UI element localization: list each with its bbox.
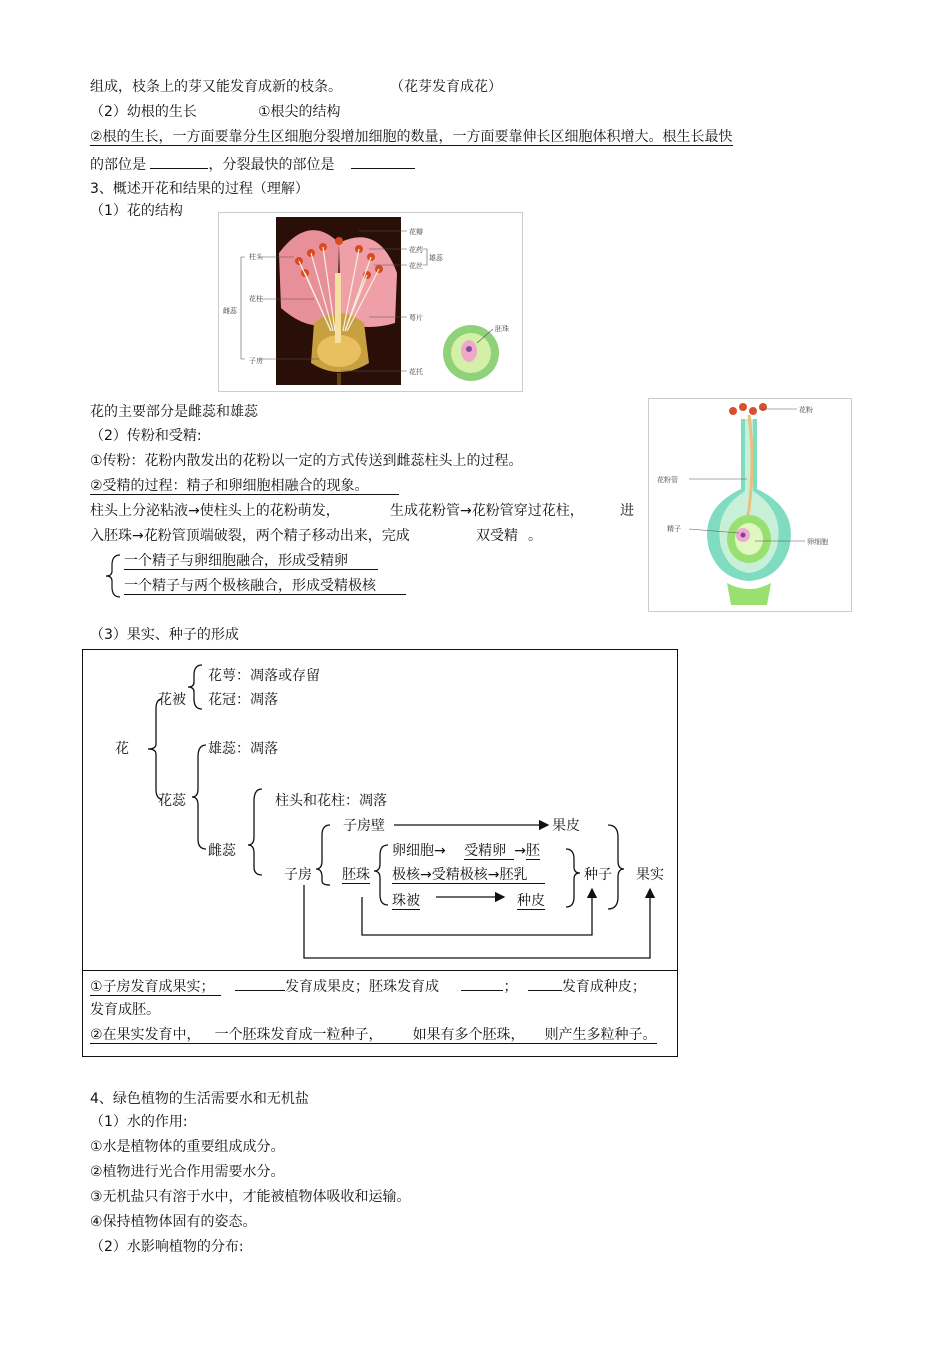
- diagram-node-huaguan: 花冠：凋落: [208, 692, 278, 708]
- label-zifang: 子房: [249, 357, 263, 365]
- diagram-node-zhongpi: 种皮: [517, 893, 545, 909]
- label-huazhu: 花柱: [249, 295, 263, 303]
- text-line: ①根尖的结构: [258, 104, 341, 120]
- blank: [235, 976, 285, 991]
- text-line: ①传粉：花粉内散发出的花粉以一定的方式传送到雌蕊柱头上的过程。: [90, 453, 523, 469]
- text-line: 生成花粉管→花粉管穿过花柱，: [390, 503, 584, 519]
- diagram-node-zifang: 子房: [284, 867, 312, 883]
- diagram-node-zifangbi: 子房壁: [343, 818, 385, 834]
- underlined-text: 一个胚珠发育成一粒种子，: [201, 1027, 383, 1044]
- text-line: ③无机盐只有溶于水中，才能被植物体吸收和运输。: [90, 1189, 411, 1205]
- pollen-tube-figure: [648, 398, 852, 612]
- diagram-node-huabei: 花被: [158, 692, 186, 708]
- blank: [150, 154, 208, 169]
- underlined-text: 一个精子与两个极核融合，形成受精极核: [124, 578, 406, 595]
- flower-structure-figure: [218, 212, 523, 392]
- underlined-text: 胚: [525, 843, 540, 859]
- blank: [461, 976, 503, 991]
- box-line: [90, 976, 646, 996]
- diagram-node-zhutou: 柱头和花柱：凋落: [275, 793, 387, 809]
- underlined-text: ②在果实发育中，: [90, 1027, 201, 1043]
- label-xiongrui: 雄蕊: [429, 254, 443, 262]
- text-line: 柱头上分泌粘液→使柱头上的花粉萌发，: [90, 503, 340, 519]
- text-fragment: 卵细胞→: [392, 843, 446, 859]
- text-line: 入胚珠→花粉管顶端破裂，两个精子移动出来，完成: [90, 528, 410, 544]
- label-zhutou: 柱头: [249, 253, 263, 261]
- underlined-text: ②根的生长，一方面要靠分生区细胞分裂增加细胞的数量，一方面要靠伸长区细胞体积增大。根生长最快: [90, 129, 733, 145]
- blank: [528, 976, 562, 991]
- text-line: ④保持植物体固有的姿态。: [90, 1214, 257, 1230]
- text-line: [90, 154, 415, 174]
- diagram-node-huae: 花萼：凋落或存留: [208, 668, 320, 684]
- diagram-node-xiongrui: 雄蕊：凋落: [208, 741, 278, 757]
- text-line: [90, 477, 399, 495]
- text-line: [124, 552, 378, 570]
- label-jingzi: 精子: [667, 525, 681, 533]
- label-huaban: 花瓣: [409, 228, 423, 236]
- section-heading: 3、概述开花和结果的过程（理解）: [90, 181, 309, 197]
- diagram-node-peizhu: 胚珠: [342, 867, 370, 883]
- underlined-text: 如果有多个胚珠，: [383, 1027, 525, 1044]
- text-line: （1）花的结构: [90, 203, 183, 219]
- underlined-text: 则产生多粒种子。: [525, 1027, 657, 1044]
- diagram-node-hua: 花: [115, 741, 129, 757]
- text-fragment: 的部位是: [90, 157, 146, 173]
- text-line: （花芽发育成花）: [390, 79, 502, 95]
- text-line: 组成，枝条上的芽又能发育成新的枝条。: [90, 79, 342, 95]
- text-line: ①水是植物体的重要组成成分。: [90, 1139, 285, 1155]
- diagram-node-jihe: 极核→受精极核→胚乳: [392, 866, 545, 884]
- text-line: （2）水影响植物的分布:: [90, 1239, 244, 1255]
- text-line: （2）传粉和受精:: [90, 428, 202, 444]
- text-line: [124, 577, 406, 595]
- text-line: 。: [528, 528, 542, 544]
- label-luanxibao: 卵细胞: [807, 538, 828, 546]
- text-line: （3）果实、种子的形成: [90, 627, 239, 643]
- text-line: [90, 128, 733, 146]
- text-line: （2）幼根的生长: [90, 104, 197, 120]
- blank: [351, 154, 415, 169]
- diagram-node-luanxibao: [392, 842, 540, 860]
- underlined-text: ②受精的过程：精子和卵细胞相融合的现象。: [90, 478, 399, 495]
- text-line: 进: [620, 503, 634, 519]
- diagram-node-guoshi: 果实: [636, 867, 664, 883]
- brace: [104, 553, 124, 599]
- label-huasi: 花丝: [409, 262, 423, 270]
- label-huatuo: 花托: [409, 368, 423, 376]
- label-epian: 萼片: [409, 314, 423, 322]
- text-line: 双受精: [476, 528, 518, 544]
- label-huafenguan: 花粉管: [657, 476, 678, 484]
- text-fragment: ；: [503, 979, 518, 995]
- text-line: （1）水的作用:: [90, 1114, 188, 1130]
- text-line: 花的主要部分是雌蕊和雄蕊: [90, 404, 258, 420]
- diagram-node-zhubei: 珠被: [392, 893, 420, 909]
- text-fragment: ，分裂最快的部位是: [208, 157, 335, 173]
- box-line: [90, 1026, 657, 1044]
- text-line: ②植物进行光合作用需要水分。: [90, 1164, 285, 1180]
- text-fragment: 发育成种皮；: [561, 979, 646, 995]
- diagram-node-huarui: 花蕊: [158, 793, 186, 809]
- underlined-text: ①子房发育成果实；: [90, 979, 221, 996]
- label-huafen: 花粉: [799, 406, 813, 414]
- label-huayao: 花药: [409, 246, 423, 254]
- text-fragment: →: [514, 843, 526, 859]
- box-line: 发育成胚。: [90, 1002, 160, 1018]
- underlined-text: 受精卵: [464, 843, 514, 860]
- text-fragment: 发育成果皮；胚珠发育成: [285, 979, 440, 995]
- diagram-node-cirui: 雌蕊: [208, 843, 236, 859]
- diagram-node-guopi: 果皮: [552, 818, 580, 834]
- section-heading: 4、绿色植物的生活需要水和无机盐: [90, 1091, 309, 1107]
- diagram-node-zhongzi: 种子: [584, 867, 612, 883]
- underlined-text: 一个精子与卵细胞融合，形成受精卵: [124, 553, 378, 570]
- label-cirui: 雌蕊: [223, 307, 237, 315]
- label-peizhu: 胚珠: [495, 325, 509, 333]
